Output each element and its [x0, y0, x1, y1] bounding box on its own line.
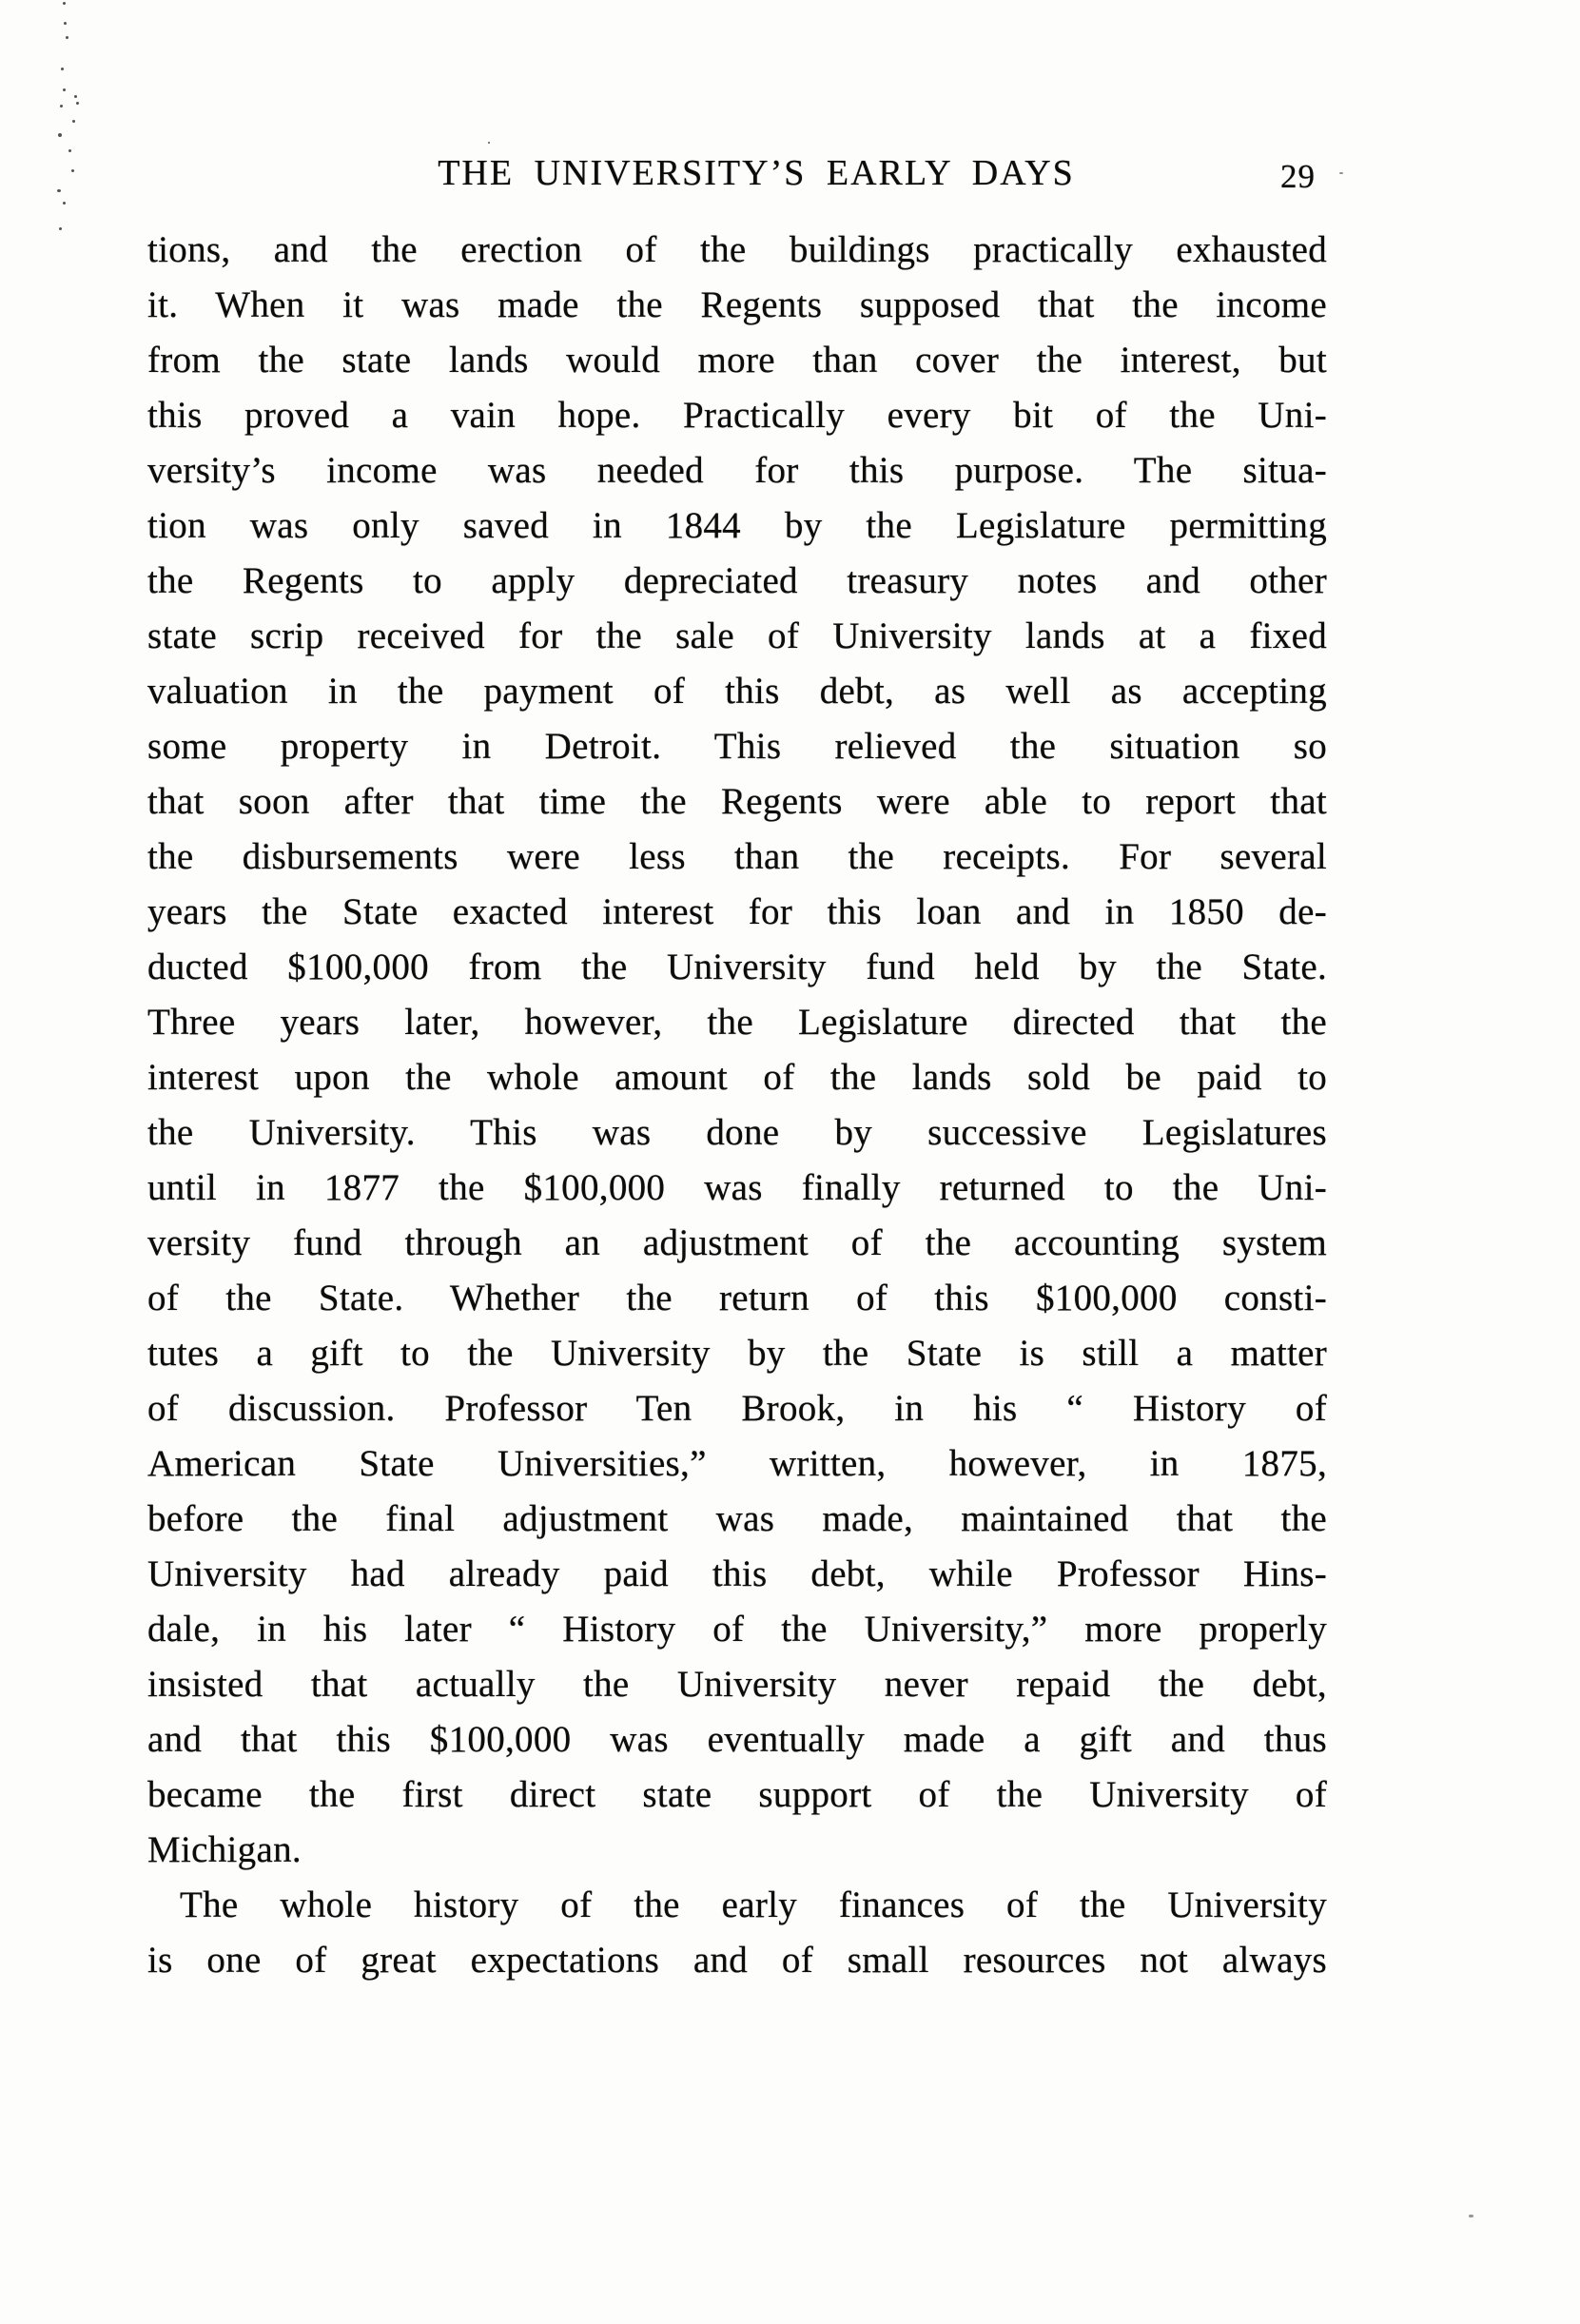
scan-speck [58, 133, 62, 137]
scan-speck [63, 2, 66, 5]
text-line: became the first direct state support of the University of [147, 1774, 1327, 1815]
header-title: THE UNIVERSITY’S EARLY DAYS [438, 153, 1075, 193]
text-line: insisted that actually the University never repaid the debt, [147, 1664, 1327, 1705]
text-line: is one of great expectations and of small resources not always [147, 1940, 1327, 1981]
text-line: American State Universities,” written, however, in 1875, [147, 1443, 1327, 1484]
text-column [147, 152, 1327, 1988]
scan-speck [63, 202, 66, 205]
scan-speck [72, 120, 75, 123]
scan-speck [71, 169, 74, 172]
text-line: versity’s income was needed for this purpose. The situa- [147, 450, 1327, 491]
text-line: the Regents to apply depreciated treasury notes and other [147, 560, 1327, 601]
scan-speck [59, 227, 62, 230]
scan-speck [68, 149, 71, 152]
scan-speck [76, 102, 79, 105]
text-line: and that this $100,000 was eventually made a gift and thus [147, 1719, 1327, 1760]
text-line: some property in Detroit. This relieved the situation so [147, 726, 1327, 767]
text-line: state scrip received for the sale of University lands at a fixed [147, 615, 1327, 656]
text-line: years the State exacted interest for this loan and in 1850 de- [147, 891, 1327, 932]
text-line: tutes a gift to the University by the State is still a matter [147, 1333, 1327, 1374]
text-line: tions, and the erection of the buildings practically exhausted [147, 229, 1327, 270]
text-line: that soon after that time the Regents were able to report that [147, 781, 1327, 822]
scan-speck [60, 105, 63, 107]
text-line: this proved a vain hope. Practically every bit of the Uni- [147, 395, 1327, 436]
text-line: University had already paid this debt, while Professor Hins- [147, 1553, 1327, 1594]
text-line: Michigan. [147, 1829, 302, 1870]
scan-speck [61, 68, 64, 70]
text-line: until in 1877 the $100,000 was finally returned to the Uni- [147, 1167, 1327, 1208]
scan-speck [488, 142, 490, 144]
scan-speck [74, 95, 77, 98]
scan-speck [1469, 2215, 1473, 2217]
text-line: versity fund through an adjustment of the accounting system [147, 1222, 1327, 1263]
scan-speck [63, 88, 66, 91]
text-line: it. When it was made the Regents supposed that the income [147, 284, 1327, 325]
text-line: dale, in his later “ History of the University,” more properly [147, 1609, 1327, 1650]
running-header [147, 152, 1327, 200]
scan-speck [66, 36, 68, 39]
text-line: from the state lands would more than cover the interest, but [147, 340, 1327, 381]
scan-speck [57, 189, 61, 192]
text-line: of discussion. Professor Ten Brook, in his “ History of [147, 1388, 1327, 1429]
scan-speck [64, 22, 67, 25]
text-line: of the State. Whether the return of this $100,000 consti- [147, 1278, 1327, 1318]
text-line: ducted $100,000 from the University fund held by the State. [147, 947, 1327, 987]
text-line: tion was only saved in 1844 by the Legislature permitting [147, 505, 1327, 546]
body-text [147, 223, 1327, 1988]
paragraph [147, 223, 1327, 1878]
text-line: Three years later, however, the Legislature directed that the [147, 1002, 1327, 1043]
text-line: valuation in the payment of this debt, as well as accepting [147, 671, 1327, 712]
scan-speck [1339, 172, 1343, 174]
text-line: interest upon the whole amount of the lands sold be paid to [147, 1057, 1327, 1098]
text-line: the disbursements were less than the receipts. For several [147, 836, 1327, 877]
text-line: The whole history of the early finances of the University [180, 1885, 1327, 1925]
text-line: before the final adjustment was made, maintained that the [147, 1498, 1327, 1539]
page-number: 29 [1280, 158, 1316, 195]
paragraph [147, 1878, 1327, 1988]
text-line: the University. This was done by successive Legislatures [147, 1112, 1327, 1153]
